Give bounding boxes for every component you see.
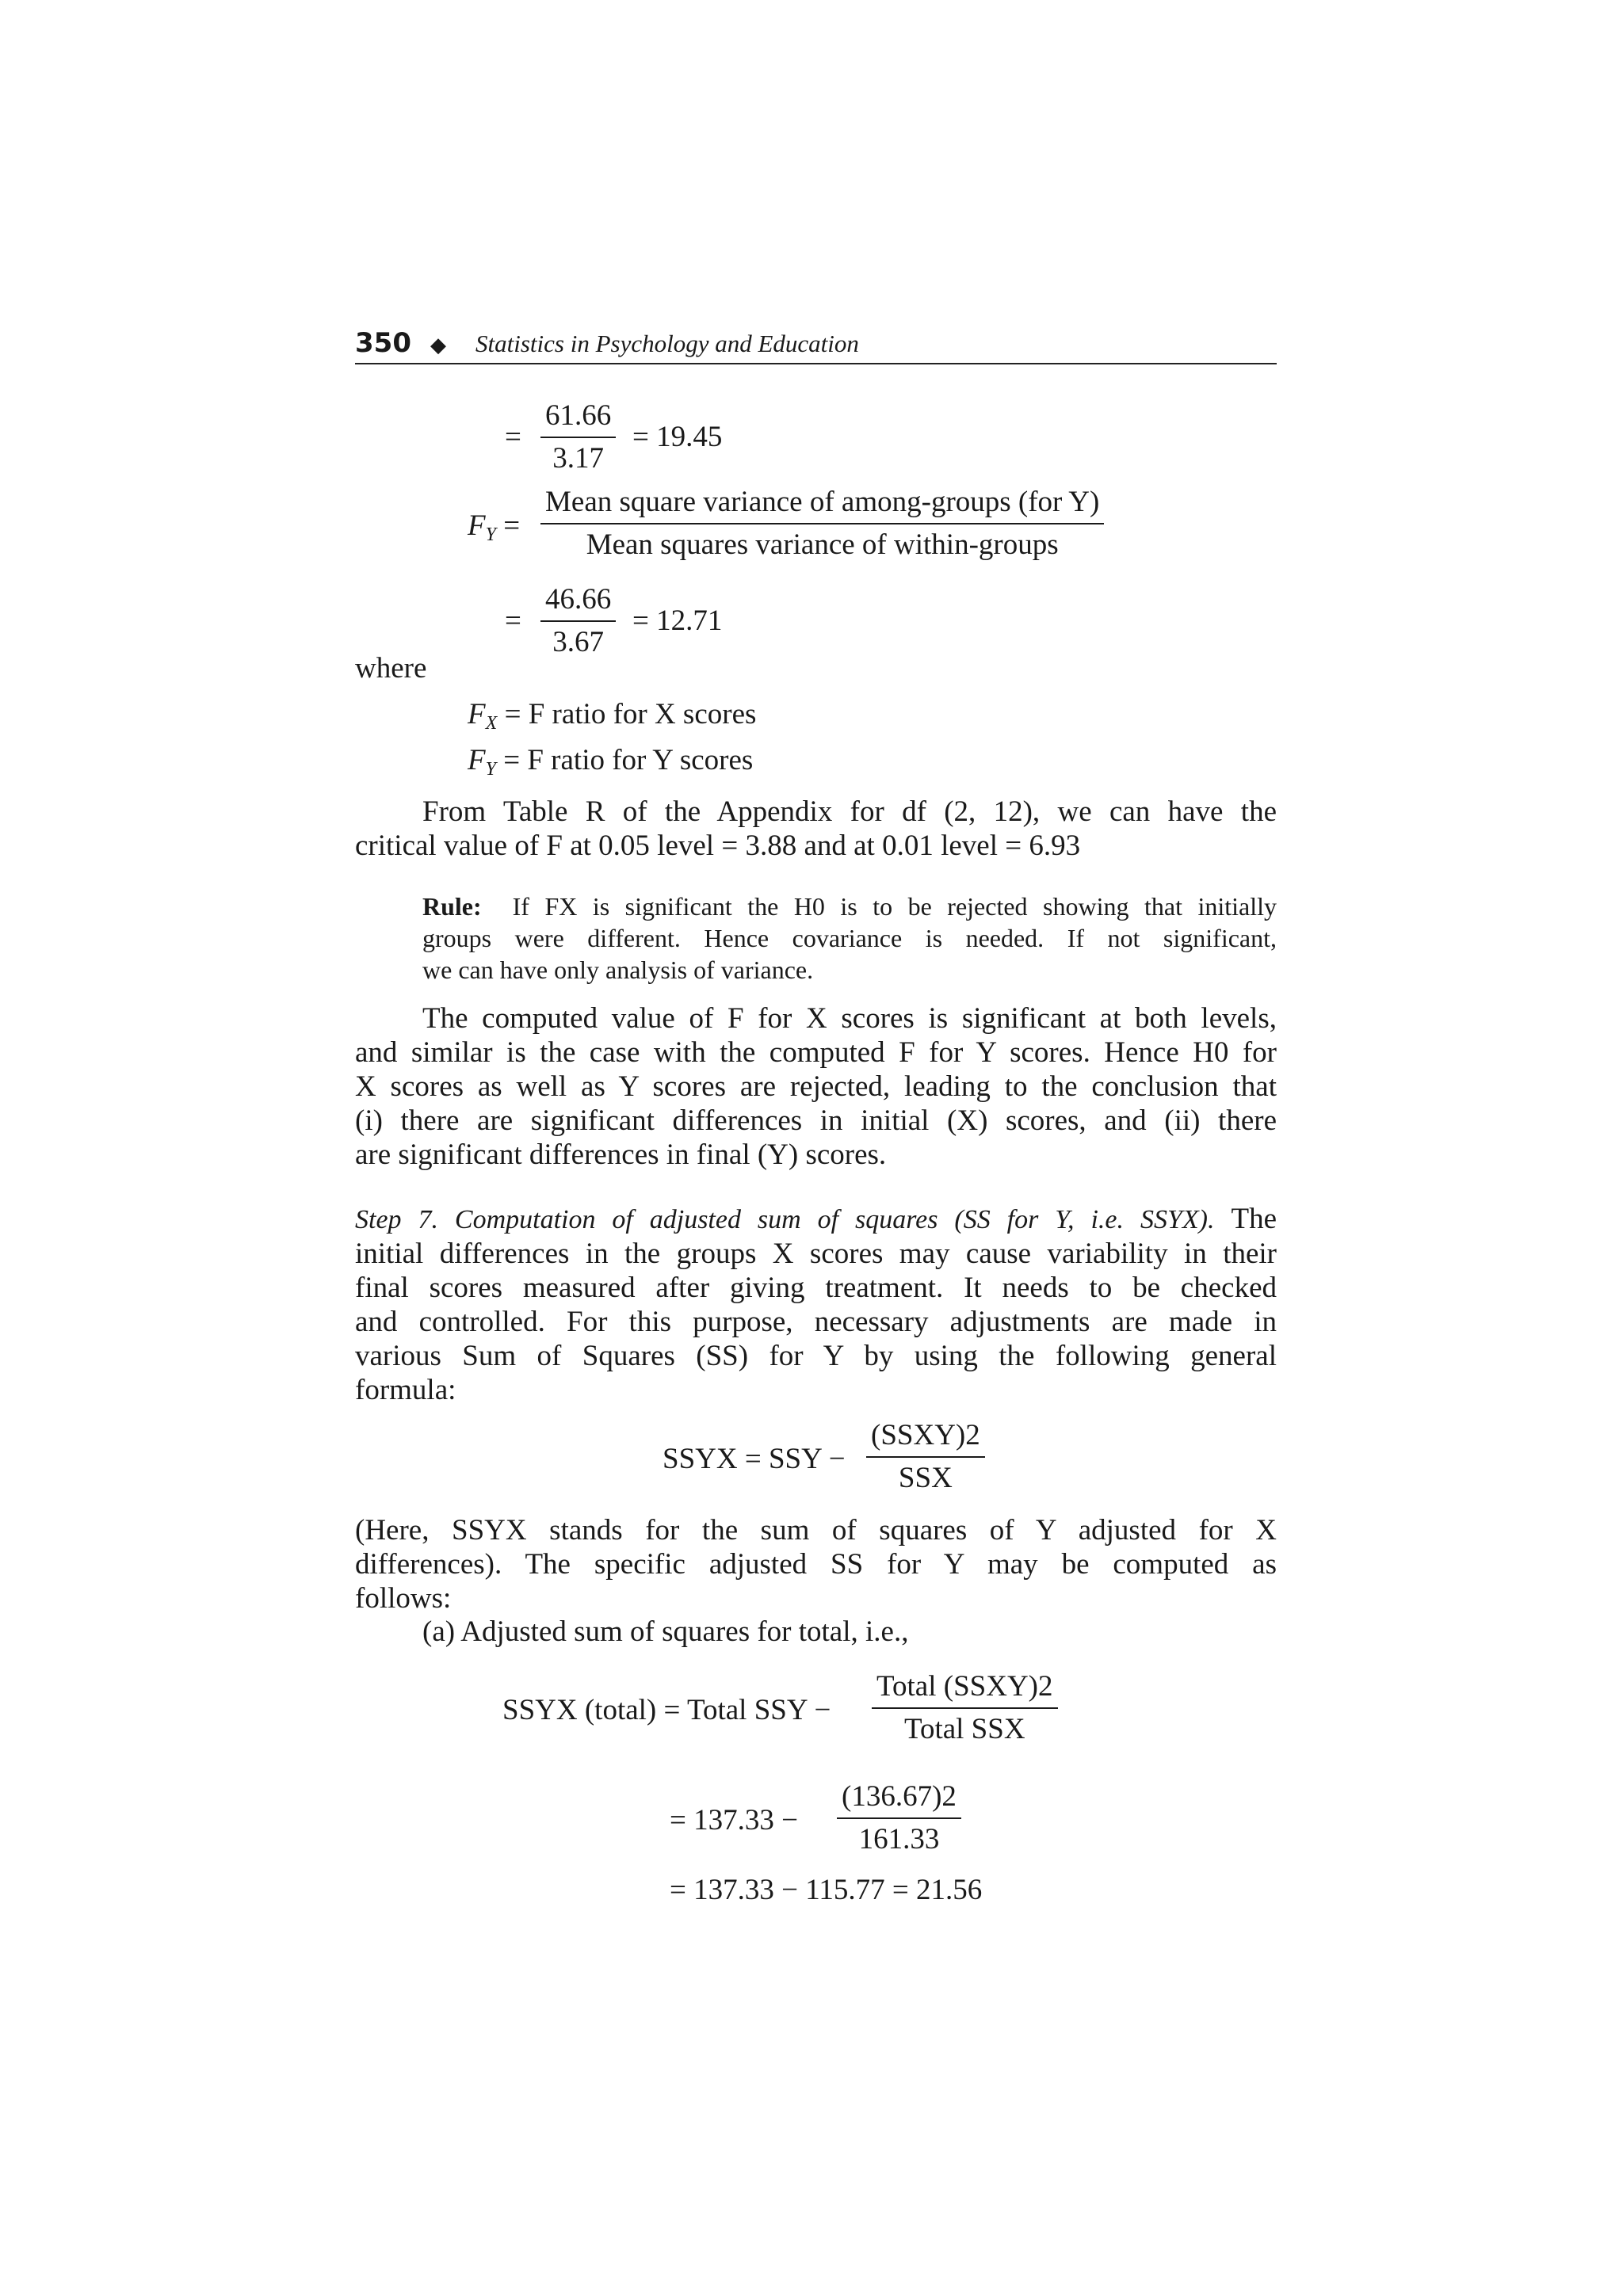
- text-line: The: [1231, 1203, 1277, 1235]
- text-line: The computed value of F for X scores is significant at both levels,: [422, 1002, 1277, 1035]
- text-line: formula:: [355, 1374, 456, 1406]
- paragraph-conclusion: [355, 1001, 1277, 1172]
- fx-definition: $F_X = F$ ratio for X scores: [468, 698, 757, 734]
- equals-sign: =: [505, 605, 521, 637]
- text-line: follows:: [355, 1582, 452, 1615]
- fy-result-value: = 12.71: [632, 605, 723, 637]
- text-line: final scores measured after giving treatment. It needs to be checked: [355, 1272, 1277, 1304]
- fraction-numerator: Total (SSXY)2: [872, 1669, 1058, 1709]
- equals-sign: =: [505, 421, 521, 453]
- fx-definition-text: F ratio for X scores: [528, 698, 757, 730]
- rule-line: we can have only analysis of variance.: [422, 955, 814, 984]
- fraction-numerator: 46.66: [540, 582, 616, 622]
- fraction-denominator: Total SSX: [903, 1713, 1025, 1746]
- total-formula-lhs: SSYX (total) = Total SSY −: [502, 1694, 831, 1726]
- result-number: 12.71: [656, 605, 723, 637]
- step7-heading: Step 7. Computation of adjusted sum of squares (SS for Y, i.e. SSYX).: [355, 1205, 1215, 1234]
- fy-label: $F_Y$ =: [468, 509, 521, 546]
- rule-note: [422, 891, 1277, 986]
- item-a: (a) Adjusted sum of squares for total, i.e.,: [422, 1615, 909, 1648]
- page-number: 350: [355, 327, 411, 359]
- fraction-numerator: (136.67)2: [837, 1779, 961, 1819]
- text-line: critical value of F at 0.05 level = 3.88 and at 0.01 level = 6.93: [355, 830, 1081, 862]
- fx-result-fraction: [540, 399, 616, 477]
- text-line: initial differences in the groups X scores may cause variability in their: [355, 1238, 1277, 1270]
- text-line: and similar is the case with the computed F for Y scores. Hence H0 for: [355, 1036, 1277, 1069]
- text-line: (i) there are significant differences in initial (X) scores, and (ii) there: [355, 1104, 1277, 1137]
- rule-label: Rule:: [422, 892, 482, 921]
- fraction-denominator: 3.67: [552, 626, 604, 659]
- fraction-denominator: SSX: [898, 1462, 953, 1495]
- text-line: (Here, SSYX stands for the sum of squares of Y adjusted for X: [355, 1514, 1277, 1547]
- fraction-denominator: 3.17: [552, 442, 604, 475]
- fraction-denominator: Mean squares variance of within-groups: [586, 528, 1059, 562]
- fraction-numerator: (SSXY)2: [866, 1418, 985, 1458]
- diamond-icon: ◆: [430, 334, 446, 357]
- fy-definition-text: F ratio for Y scores: [527, 744, 754, 776]
- total-calc-lhs: = 137.33 −: [670, 1804, 798, 1836]
- text-line: various Sum of Squares (SS) for Y by using the following general: [355, 1340, 1277, 1372]
- paragraph-step7: [355, 1202, 1277, 1407]
- text-line: X scores as well as Y scores are rejected, leading to the conclusion that: [355, 1070, 1277, 1103]
- total-formula-fraction: [872, 1669, 1058, 1748]
- fraction-numerator: 61.66: [540, 399, 616, 438]
- general-formula-fraction: [866, 1418, 985, 1497]
- paragraph-here: [355, 1513, 1277, 1615]
- rule-text: If FX is significant the H0 is to be rejected showing that initially: [512, 892, 1277, 921]
- running-head: Statistics in Psychology and Education: [475, 330, 859, 357]
- rule-line: groups were different. Hence covariance is needed. If not significant,: [422, 924, 1277, 952]
- text-line: are significant differences in final (Y) scores.: [355, 1138, 887, 1171]
- text-line: From Table R of the Appendix for df (2, 12), we can have the: [422, 795, 1277, 828]
- fraction-numerator: Mean square variance of among-groups (for Y): [540, 485, 1104, 524]
- header-rule: [355, 363, 1277, 364]
- fraction-denominator: 161.33: [858, 1823, 940, 1856]
- paragraph-critical-values: [355, 795, 1277, 863]
- fy-formula-fraction: [540, 485, 1104, 563]
- text-line: differences). The specific adjusted SS for Y may be computed as: [355, 1548, 1277, 1581]
- where-label: where: [355, 652, 427, 685]
- result-number: 19.45: [656, 421, 723, 453]
- total-calc-fraction: [837, 1779, 961, 1858]
- rule-line: [422, 891, 1277, 922]
- total-calc-final: = 137.33 − 115.77 = 21.56: [670, 1874, 983, 1906]
- step7-first-line: [355, 1202, 1277, 1237]
- fy-definition: $F_Y = F$ ratio for Y scores: [468, 744, 754, 780]
- fx-result-value: = 19.45: [632, 421, 723, 453]
- text-line: and controlled. For this purpose, necessary adjustments are made in: [355, 1306, 1277, 1338]
- general-formula-lhs: SSYX = SSY −: [663, 1443, 846, 1475]
- fy-result-fraction: [540, 582, 616, 661]
